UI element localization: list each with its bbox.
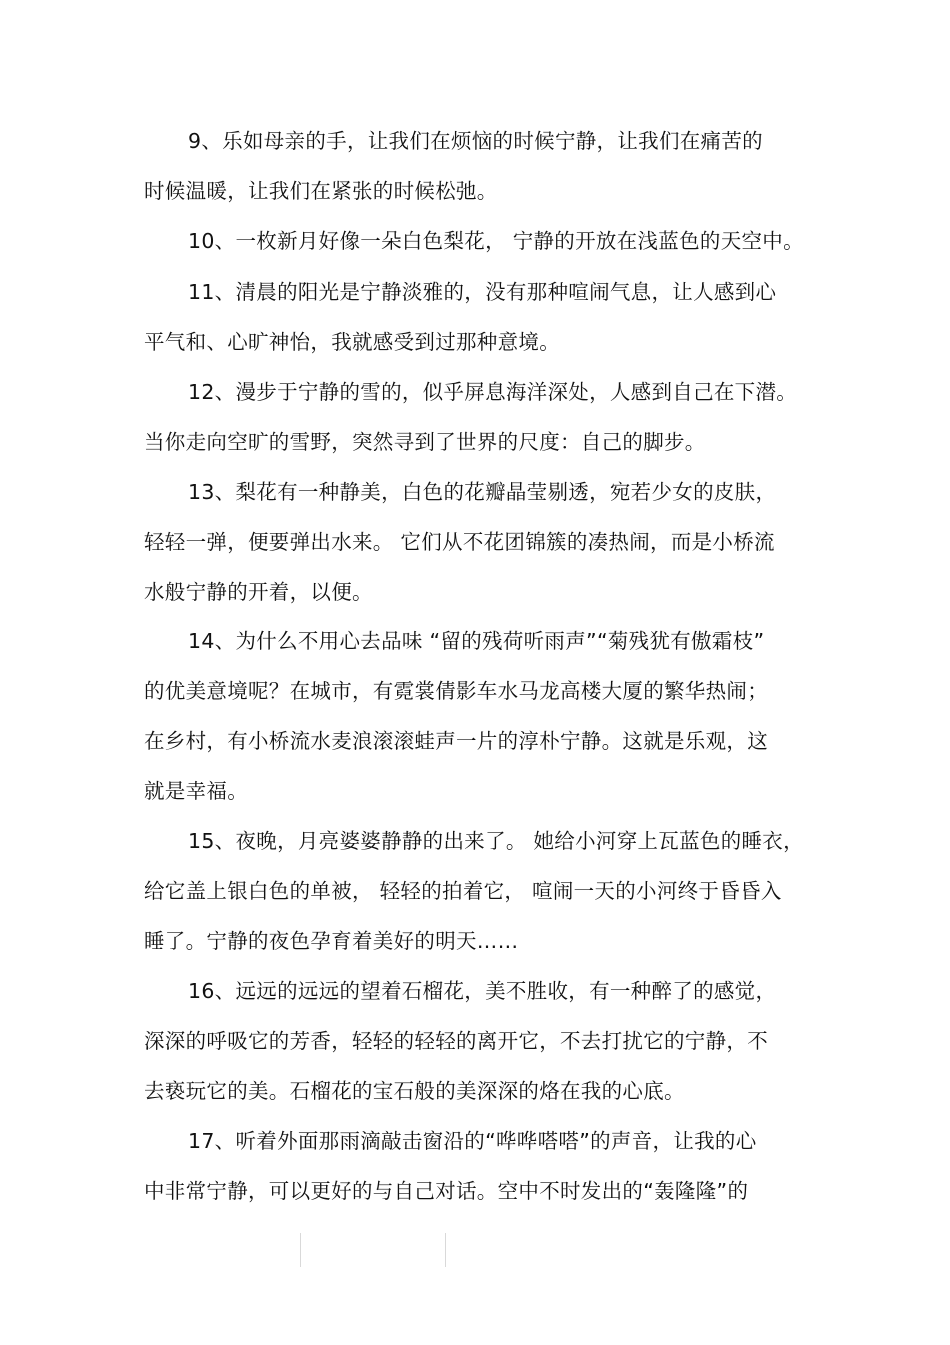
paragraph-11-line-1: 11、清晨的阳光是宁静淡雅的，没有那种喧闹气息，让人感到心 — [188, 280, 777, 304]
paragraph-10-line-1: 10、一枚新月好像一朵白色梨花， 宁静的开放在浅蓝色的天空中。 — [188, 229, 804, 253]
paragraph-14-line-2: 的优美意境呢？在城市，有霓裳倩影车水马龙高楼大厦的繁华热闹； — [144, 679, 768, 703]
paragraph-15-line-3: 睡了。宁静的夜色孕育着美好的明天…… — [144, 929, 519, 953]
paragraph-16-line-2: 深深的呼吸它的芳香，轻轻的轻轻的离开它，不去打扰它的宁静，不 — [144, 1029, 768, 1053]
paragraph-12-line-1: 12、漫步于宁静的雪的，似乎屏息海洋深处，人感到自己在下潜。 — [188, 380, 798, 404]
paragraph-16-line-3: 去亵玩它的美。石榴花的宝石般的美深深的烙在我的心底。 — [144, 1079, 685, 1103]
footer-divider-right — [445, 1233, 446, 1267]
paragraph-17-line-2: 中非常宁静，可以更好的与自己对话。空中不时发出的“轰隆隆”的 — [144, 1179, 749, 1203]
paragraph-12-line-2: 当你走向空旷的雪野，突然寻到了世界的尺度：自己的脚步。 — [144, 430, 706, 454]
paragraph-9-line-1: 9、乐如母亲的手，让我们在烦恼的时候宁静，让我们在痛苦的 — [188, 129, 763, 153]
paragraph-14-line-4: 就是幸福。 — [144, 779, 248, 803]
paragraph-13-line-3: 水般宁静的开着，以便。 — [144, 580, 373, 604]
paragraph-14-line-3: 在乡村，有小桥流水麦浪滚滚蛙声一片的淳朴宁静。这就是乐观，这 — [144, 729, 768, 753]
paragraph-14-line-1: 14、为什么不用心去品味 “留的残荷听雨声”“菊残犹有傲霜枝” — [188, 629, 765, 653]
paragraph-13-line-1: 13、梨花有一种静美，白色的花瓣晶莹剔透，宛若少女的皮肤， — [188, 480, 777, 504]
paragraph-15-line-2: 给它盖上银白色的单被， 轻轻的拍着它， 喧闹一天的小河终于昏昏入 — [144, 879, 782, 903]
paragraph-17-line-1: 17、听着外面那雨滴敲击窗沿的“哗哗嗒嗒”的声音，让我的心 — [188, 1129, 757, 1153]
paragraph-16-line-1: 16、远远的远远的望着石榴花，美不胜收，有一种醉了的感觉， — [188, 979, 777, 1003]
paragraph-15-line-1: 15、夜晚，月亮婆婆静静的出来了。 她给小河穿上瓦蓝色的睡衣， — [188, 829, 804, 853]
paragraph-9-line-2: 时候温暖，让我们在紧张的时候松弛。 — [144, 179, 498, 203]
paragraph-13-line-2: 轻轻一弹，便要弹出水来。 它们从不花团锦簇的凑热闹，而是小桥流 — [144, 530, 775, 554]
footer-divider-left — [300, 1233, 301, 1267]
paragraph-11-line-2: 平气和、心旷神怡，我就感受到过那种意境。 — [144, 330, 560, 354]
